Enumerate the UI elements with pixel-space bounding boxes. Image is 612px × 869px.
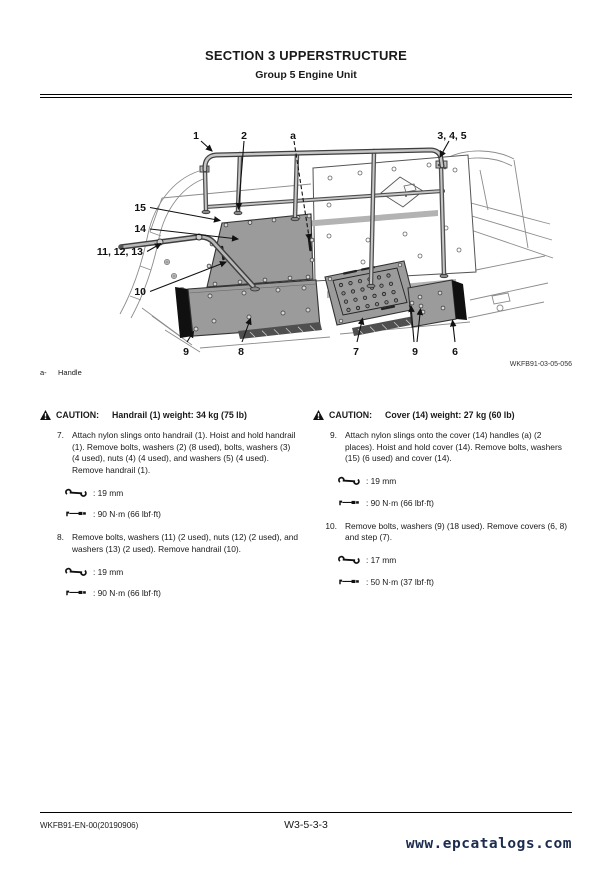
figure-callout-8: 8 <box>238 346 244 358</box>
wrench-value: : 17 mm <box>366 555 397 565</box>
caution-text: Handrail (1) weight: 34 kg (75 lb) <box>112 410 247 420</box>
step-text: Attach nylon slings onto the cover (14) handles (a) (2 places). Hoist and hold cover (14). Remove bolts, washers (15) (6 used) and cover (14). <box>345 430 562 463</box>
page-number: W3-5-3-3 <box>284 819 328 831</box>
document-code: WKFB91-EN-00(20190906) <box>40 821 139 830</box>
step-10-instruction <box>313 521 572 587</box>
wrench-value: : 19 mm <box>93 566 124 577</box>
step-7-instruction <box>40 430 299 519</box>
wrench-value: : 19 mm <box>366 476 397 486</box>
wrench-spec <box>338 555 572 565</box>
figure-callout-9-left: 9 <box>183 346 189 358</box>
warning-triangle-icon <box>40 410 51 420</box>
torque-spec <box>338 498 572 508</box>
figure-callout-7: 7 <box>353 346 359 358</box>
figure-callout-a: a <box>290 130 296 142</box>
legend-key: a- <box>40 368 47 377</box>
instruction-columns <box>40 410 572 611</box>
figure-callout-1: 1 <box>193 130 199 142</box>
page-header <box>0 48 612 81</box>
diagram-svg <box>85 125 555 360</box>
figure-callout-9-right: 9 <box>412 346 418 358</box>
step-text: Attach nylon slings onto handrail (1). Hoist and hold handrail (1). Remove bolts, washers (2) (8 used), bolts, washers (3) (4 used), nuts (4) (4 used), and washers (5) (4 used). Remove handrail (1). <box>72 430 296 475</box>
torque-spec <box>65 509 299 519</box>
caution-handrail <box>40 410 299 421</box>
left-column <box>40 410 299 611</box>
step-number: 9. <box>330 430 337 440</box>
group-title: Group 5 Engine Unit <box>255 69 357 81</box>
torque-wrench-icon <box>338 578 360 586</box>
right-column <box>313 410 572 611</box>
header-divider <box>40 94 572 98</box>
torque-spec <box>65 588 299 598</box>
caution-text: Cover (14) weight: 27 kg (60 lb) <box>385 410 515 420</box>
torque-wrench-icon <box>65 510 87 518</box>
step-number: 10. <box>325 520 337 531</box>
torque-value: : 50 N·m (37 lbf·ft) <box>366 576 434 587</box>
figure-callout-3-4-5: 3, 4, 5 <box>437 130 467 142</box>
figure-callout-6: 6 <box>452 346 458 358</box>
wrench-icon <box>338 555 360 565</box>
wrench-spec <box>65 567 299 577</box>
step-text: Remove bolts, washers (11) (2 used), nuts (12) (2 used), and washers (13) (2 used). Remove handrail (10). <box>72 532 299 554</box>
cover-6 <box>408 280 467 327</box>
figure-legend <box>40 368 82 377</box>
figure-engine-unit-diagram <box>85 125 555 360</box>
wrench-value: : 19 mm <box>93 487 124 498</box>
torque-value: : 90 N·m (66 lbf·ft) <box>93 509 161 519</box>
figure-callout-14: 14 <box>134 223 146 235</box>
torque-wrench-icon <box>338 499 360 507</box>
torque-wrench-icon <box>65 589 87 597</box>
torque-value: : 90 N·m (66 lbf·ft) <box>366 497 434 508</box>
torque-spec <box>338 577 572 587</box>
figure-callout-15: 15 <box>134 202 146 214</box>
caution-label: CAUTION: <box>329 410 373 420</box>
step-8-instruction <box>40 532 299 598</box>
wrench-icon <box>65 567 87 577</box>
wrench-icon <box>338 476 360 486</box>
figure-callout-10: 10 <box>134 286 146 298</box>
figure-callout-11-12-13: 11, 12, 13 <box>96 246 143 258</box>
wrench-icon <box>65 488 87 498</box>
step-number: 7. <box>57 430 64 440</box>
step-number: 8. <box>57 532 64 542</box>
watermark-url: www.epcatalogs.com <box>405 836 572 852</box>
torque-value: : 90 N·m (66 lbf·ft) <box>93 588 161 598</box>
figure-code: WKFB91-03-05-056 <box>509 361 572 368</box>
step-9-instruction <box>313 430 572 508</box>
hinge-stack <box>164 259 184 292</box>
legend-value: Handle <box>58 368 82 377</box>
wrench-spec <box>338 476 572 486</box>
warning-triangle-icon <box>313 410 324 420</box>
footer <box>40 819 572 831</box>
caution-cover <box>313 410 572 421</box>
wrench-spec <box>65 488 299 498</box>
caution-label: CAUTION: <box>56 410 100 420</box>
footer-divider <box>40 812 572 813</box>
section-title: SECTION 3 UPPERSTRUCTURE <box>205 48 407 63</box>
figure-callout-2: 2 <box>241 130 247 142</box>
step-text: Remove bolts, washers (9) (18 used). Remove covers (6, 8) and step (7). <box>345 520 568 542</box>
